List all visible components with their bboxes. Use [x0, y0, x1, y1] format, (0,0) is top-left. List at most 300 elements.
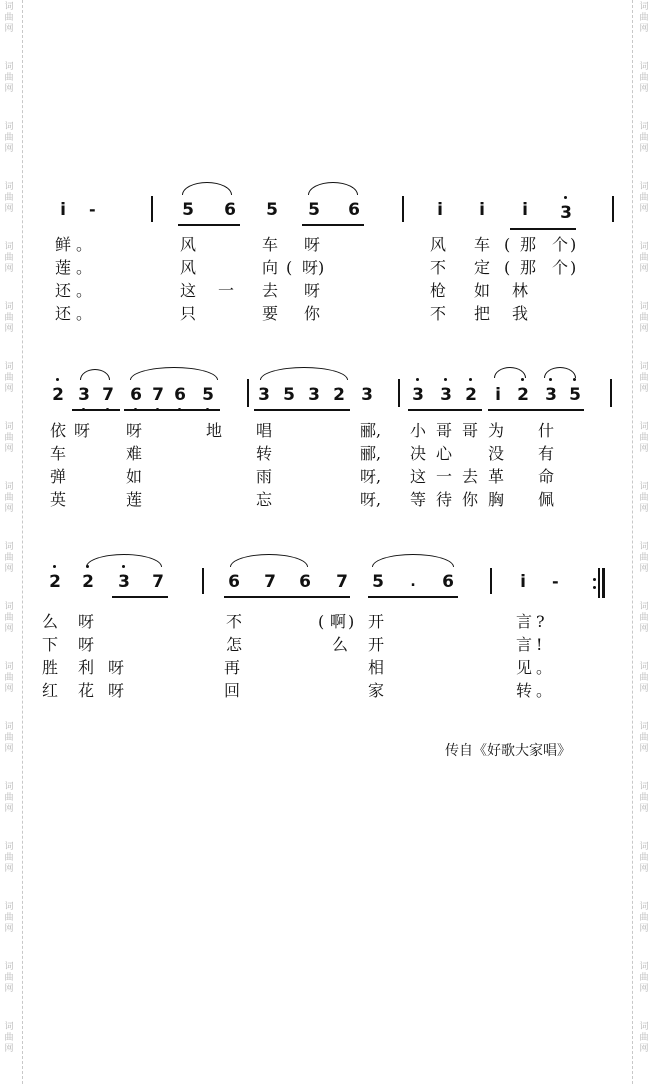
- lyric-char: 英: [50, 490, 67, 509]
- lyric-char: 见: [516, 658, 533, 677]
- watermark-char: 曲: [639, 193, 649, 203]
- lyric-char: 不: [430, 258, 447, 277]
- watermark-char: 网: [4, 24, 14, 34]
- lyric-char: 么: [332, 635, 349, 654]
- lyric-char: 去: [462, 467, 479, 486]
- barline: [610, 379, 612, 407]
- slur: [372, 554, 454, 567]
- barline: [202, 568, 204, 594]
- augmentation-dot: .: [410, 574, 416, 590]
- lyric-char: 要: [262, 304, 279, 323]
- note: 3: [258, 385, 270, 405]
- note: 6: [224, 200, 236, 220]
- watermark-char: 曲: [4, 733, 14, 743]
- lyric-char: 难: [126, 444, 143, 463]
- lyric-char: (: [504, 235, 511, 254]
- note: 6: [299, 572, 311, 592]
- beam: [178, 224, 240, 226]
- note: 7: [152, 572, 164, 592]
- watermark-char: 词: [639, 602, 649, 612]
- watermark-text: [638, 602, 650, 635]
- watermark-char: 曲: [639, 493, 649, 503]
- beam: [510, 228, 576, 230]
- lyric-char: 。: [76, 258, 93, 277]
- lyric-char: 那: [520, 258, 537, 277]
- watermark-char: 网: [4, 204, 14, 214]
- watermark-char: 网: [639, 1044, 649, 1054]
- watermark-char: 网: [4, 864, 14, 874]
- watermark-text: [638, 182, 650, 215]
- watermark-char: 曲: [639, 613, 649, 623]
- watermark-char: 网: [639, 144, 649, 154]
- watermark-char: 曲: [639, 553, 649, 563]
- watermark-char: 网: [4, 984, 14, 994]
- lyric-char: 个: [552, 235, 569, 254]
- lyric-char: 呀: [302, 258, 319, 277]
- lyric-char: 哥: [436, 421, 453, 440]
- note: 5: [266, 200, 278, 220]
- lyric-char: 。: [76, 304, 93, 323]
- lyric-char: ,: [376, 421, 382, 440]
- lyric-char: 雨: [256, 467, 273, 486]
- watermark-char: 网: [4, 504, 14, 514]
- watermark-char: 曲: [4, 133, 14, 143]
- watermark-char: 曲: [4, 13, 14, 23]
- lyric-char: 呀: [304, 281, 321, 300]
- lyric-char: 开: [368, 635, 385, 654]
- lyric-char: 你: [304, 304, 321, 323]
- repeat-dot: [593, 578, 596, 581]
- watermark-char: 网: [639, 24, 649, 34]
- dash: -: [89, 200, 96, 219]
- watermark-text: [3, 662, 15, 695]
- lyric-char: 转: [516, 681, 533, 700]
- watermark-char: 曲: [639, 253, 649, 263]
- watermark-text: [638, 242, 650, 275]
- watermark-char: 词: [639, 2, 649, 12]
- beam: [112, 596, 168, 598]
- lyric-char: ,: [376, 490, 382, 509]
- note-dotted: 6: [172, 385, 188, 405]
- watermark-char: 词: [639, 842, 649, 852]
- watermark-text: [3, 422, 15, 455]
- watermark-char: 词: [639, 302, 649, 312]
- watermark-char: 网: [639, 384, 649, 394]
- watermark-char: 曲: [4, 973, 14, 983]
- lyric-char: 心: [436, 444, 453, 463]
- note: i: [520, 572, 526, 592]
- note: 3: [308, 385, 320, 405]
- watermark-char: 词: [4, 62, 14, 72]
- lyric-char: 地: [206, 421, 223, 440]
- watermark-char: 网: [639, 804, 649, 814]
- watermark-text: [3, 602, 15, 635]
- note-dotted: 2: [50, 385, 66, 405]
- note-dotted: 5: [200, 385, 216, 405]
- watermark-char: 词: [4, 242, 14, 252]
- note: 2: [333, 385, 345, 405]
- watermark-char: 曲: [4, 673, 14, 683]
- lyric-char: (: [286, 258, 293, 277]
- lyric-char: 呀: [126, 421, 143, 440]
- lyric-char: 。: [76, 235, 93, 254]
- watermark-char: 词: [639, 722, 649, 732]
- watermark-text: [638, 302, 650, 335]
- watermark-text: [3, 362, 15, 395]
- lyric-char: 下: [42, 635, 59, 654]
- note-dotted: 3: [116, 572, 132, 592]
- lyric-char: 车: [50, 444, 67, 463]
- watermark-char: 网: [4, 804, 14, 814]
- watermark-char: 网: [4, 384, 14, 394]
- lyric-char: 没: [488, 444, 505, 463]
- lyric-char: 花: [78, 681, 95, 700]
- lyric-char: ?: [536, 612, 545, 631]
- lyric-char: 呀: [74, 421, 91, 440]
- lyric-char: 这: [180, 281, 197, 300]
- lyric-char: 呀: [78, 635, 95, 654]
- watermark-text: [638, 362, 650, 395]
- lyric-char: 有: [538, 444, 555, 463]
- lyric-char: ): [570, 235, 577, 254]
- lyric-char: 呀: [108, 658, 125, 677]
- lyric-char: 这: [410, 467, 427, 486]
- beam: [124, 409, 220, 411]
- lyric-char: 那: [520, 235, 537, 254]
- note: 6: [348, 200, 360, 220]
- watermark-char: 网: [639, 624, 649, 634]
- watermark-text: [3, 722, 15, 755]
- watermark-char: 词: [4, 722, 14, 732]
- watermark-char: 词: [639, 1022, 649, 1032]
- watermark-text: [638, 662, 650, 695]
- watermark-char: 网: [4, 924, 14, 934]
- note: 7: [264, 572, 276, 592]
- note-dotted: 6: [128, 385, 144, 405]
- watermark-char: 网: [4, 684, 14, 694]
- watermark-char: 网: [4, 84, 14, 94]
- note: i: [60, 200, 66, 220]
- lyric-char: 我: [512, 304, 529, 323]
- lyric-char: 定: [474, 258, 491, 277]
- watermark-text: [3, 962, 15, 995]
- watermark-char: 曲: [639, 13, 649, 23]
- lyric-char: 为: [488, 421, 505, 440]
- watermark-text: [3, 62, 15, 95]
- final-barline-thick: [602, 568, 605, 598]
- watermark-text: [3, 242, 15, 275]
- beam: [302, 224, 364, 226]
- left-page-border: [22, 0, 23, 1084]
- watermark-text: [3, 842, 15, 875]
- watermark-text: [638, 962, 650, 995]
- note: 5: [372, 572, 384, 592]
- barline: [247, 379, 249, 407]
- watermark-char: 曲: [4, 913, 14, 923]
- watermark-text: [638, 1022, 650, 1055]
- watermark-char: 曲: [639, 133, 649, 143]
- lyric-char: 呀: [360, 490, 377, 509]
- watermark-text: [3, 302, 15, 335]
- note-dotted: 2: [47, 572, 63, 592]
- watermark-char: 词: [639, 122, 649, 132]
- note: i: [495, 385, 501, 405]
- lyric-char: 回: [224, 681, 241, 700]
- note: 6: [228, 572, 240, 592]
- watermark-text: [638, 842, 650, 875]
- watermark-text: [638, 542, 650, 575]
- lyric-char: 革: [488, 467, 505, 486]
- lyric-char: 你: [462, 490, 479, 509]
- lyric-char: 哥: [462, 421, 479, 440]
- lyric-char: 利: [78, 658, 95, 677]
- watermark-char: 网: [4, 624, 14, 634]
- lyric-char: 不: [226, 612, 243, 631]
- watermark-char: 曲: [639, 853, 649, 863]
- watermark-text: [638, 122, 650, 155]
- watermark-char: 网: [639, 444, 649, 454]
- watermark-char: 词: [639, 182, 649, 192]
- watermark-char: 网: [639, 264, 649, 274]
- lyric-char: 枪: [430, 281, 447, 300]
- watermark-text: [638, 422, 650, 455]
- lyric-char: 。: [76, 281, 93, 300]
- watermark-char: 词: [639, 482, 649, 492]
- note: i: [437, 200, 443, 220]
- lyric-char: 把: [474, 304, 491, 323]
- watermark-char: 网: [639, 864, 649, 874]
- slur: [130, 367, 218, 380]
- watermark-char: 网: [639, 84, 649, 94]
- note-dotted: 5: [567, 385, 583, 405]
- lyric-char: 。: [536, 681, 553, 700]
- lyric-char: 呀: [360, 467, 377, 486]
- lyric-char: 开: [368, 612, 385, 631]
- lyric-char: 风: [180, 258, 197, 277]
- lyric-char: 唱: [256, 421, 273, 440]
- lyric-char: ,: [376, 444, 382, 463]
- watermark-char: 词: [4, 1022, 14, 1032]
- watermark-char: 曲: [639, 733, 649, 743]
- right-page-border: [632, 0, 633, 1084]
- lyric-char: 依: [50, 421, 67, 440]
- watermark-char: 词: [4, 182, 14, 192]
- lyric-char: 车: [262, 235, 279, 254]
- watermark-char: 网: [4, 324, 14, 334]
- watermark-char: 曲: [4, 1033, 14, 1043]
- watermark-text: [3, 542, 15, 575]
- beam: [488, 409, 584, 411]
- lyric-char: 红: [42, 681, 59, 700]
- watermark-char: 网: [639, 204, 649, 214]
- watermark-char: 曲: [639, 1033, 649, 1043]
- watermark-char: 网: [639, 564, 649, 574]
- lyric-char: 鲜: [55, 235, 72, 254]
- watermark-text: [3, 482, 15, 515]
- lyric-char: 家: [368, 681, 385, 700]
- lyric-char: (: [504, 258, 511, 277]
- lyric-char: 佩: [538, 490, 555, 509]
- lyric-char: 忘: [256, 490, 273, 509]
- watermark-text: [638, 2, 650, 35]
- lyric-char: 如: [474, 281, 491, 300]
- barline: [151, 196, 153, 222]
- slur: [182, 182, 232, 195]
- watermark-char: 词: [4, 842, 14, 852]
- lyric-char: 只: [180, 304, 197, 323]
- watermark-char: 网: [639, 924, 649, 934]
- watermark-text: [3, 122, 15, 155]
- slur: [230, 554, 308, 567]
- watermark-char: 网: [639, 504, 649, 514]
- watermark-char: 曲: [4, 613, 14, 623]
- lyric-char: 郦: [360, 444, 377, 463]
- watermark-char: 曲: [4, 493, 14, 503]
- slur: [494, 367, 526, 378]
- note-dotted: 3: [76, 385, 92, 405]
- watermark-text: [3, 2, 15, 35]
- lyric-char: 言: [516, 612, 533, 631]
- note-dotted: 3: [410, 385, 426, 405]
- watermark-char: 曲: [4, 853, 14, 863]
- lyric-char: 再: [224, 658, 241, 677]
- lyric-char: 去: [262, 281, 279, 300]
- lyric-char: 胸: [488, 490, 505, 509]
- watermark-text: [638, 62, 650, 95]
- lyric-char: 个: [552, 258, 569, 277]
- note-dotted: 3: [558, 203, 574, 223]
- lyric-char: 怎: [226, 635, 243, 654]
- watermark-char: 词: [639, 902, 649, 912]
- beam: [224, 596, 350, 598]
- watermark-char: 词: [639, 962, 649, 972]
- watermark-text: [3, 902, 15, 935]
- note-dotted: 7: [150, 385, 166, 405]
- watermark-char: 词: [639, 662, 649, 672]
- lyric-char: 风: [430, 235, 447, 254]
- watermark-char: 词: [4, 962, 14, 972]
- watermark-char: 曲: [4, 793, 14, 803]
- note-dotted: 2: [80, 572, 96, 592]
- watermark-char: 网: [4, 744, 14, 754]
- watermark-char: 词: [639, 782, 649, 792]
- barline: [612, 196, 614, 222]
- lyric-char: 胜: [42, 658, 59, 677]
- slur: [260, 367, 348, 380]
- lyric-char: 林: [512, 281, 529, 300]
- lyric-char: 一: [218, 281, 235, 300]
- lyric-char: ,: [376, 467, 382, 486]
- lyric-char: 呀: [304, 235, 321, 254]
- note-dotted: 3: [438, 385, 454, 405]
- watermark-char: 网: [4, 564, 14, 574]
- lyric-char: 命: [538, 467, 555, 486]
- watermark-char: 词: [4, 602, 14, 612]
- watermark-text: [638, 722, 650, 755]
- lyric-char: 向: [262, 258, 279, 277]
- lyric-char: 车: [474, 235, 491, 254]
- lyric-char: 呀: [78, 612, 95, 631]
- lyric-char: 相: [368, 658, 385, 677]
- beam: [254, 409, 350, 411]
- slur: [80, 369, 110, 380]
- lyric-char: 郦: [360, 421, 377, 440]
- watermark-char: 曲: [639, 973, 649, 983]
- beam: [72, 409, 120, 411]
- final-barline-thin: [598, 568, 600, 598]
- barline: [402, 196, 404, 222]
- lyric-char: 莲: [55, 258, 72, 277]
- note: 7: [336, 572, 348, 592]
- watermark-char: 网: [4, 1044, 14, 1054]
- watermark-char: 曲: [4, 373, 14, 383]
- watermark-char: 词: [639, 422, 649, 432]
- watermark-char: 词: [4, 542, 14, 552]
- lyric-char: 。: [536, 658, 553, 677]
- lyric-char: 弹: [50, 467, 67, 486]
- beam: [408, 409, 482, 411]
- watermark-char: 词: [4, 302, 14, 312]
- barline: [490, 568, 492, 594]
- slur: [308, 182, 358, 195]
- lyric-char: 小: [410, 421, 427, 440]
- lyric-char: 转: [256, 444, 273, 463]
- watermark-char: 曲: [4, 553, 14, 563]
- dash: -: [552, 572, 559, 591]
- lyric-char: 等: [410, 490, 427, 509]
- watermark-char: 曲: [639, 913, 649, 923]
- watermark-char: 词: [4, 782, 14, 792]
- lyric-char: (: [318, 612, 325, 631]
- watermark-char: 网: [4, 144, 14, 154]
- watermark-text: [638, 902, 650, 935]
- barline: [398, 379, 400, 407]
- note-dotted: 3: [543, 385, 559, 405]
- source-credit: 传自《好歌大家唱》: [445, 743, 571, 759]
- watermark-char: 网: [4, 264, 14, 274]
- watermark-char: 网: [639, 324, 649, 334]
- lyric-char: 如: [126, 467, 143, 486]
- watermark-char: 曲: [639, 433, 649, 443]
- watermark-char: 词: [4, 122, 14, 132]
- watermark-text: [3, 182, 15, 215]
- note: 5: [182, 200, 194, 220]
- lyric-char: 还: [55, 304, 72, 323]
- note: i: [522, 200, 528, 220]
- watermark-char: 曲: [639, 673, 649, 683]
- watermark-text: [3, 1022, 15, 1055]
- note: 5: [308, 200, 320, 220]
- note-dotted: 2: [463, 385, 479, 405]
- note: i: [479, 200, 485, 220]
- lyric-char: 么: [42, 612, 59, 631]
- lyric-char: 风: [180, 235, 197, 254]
- watermark-char: 曲: [639, 73, 649, 83]
- lyric-char: ): [318, 258, 325, 277]
- watermark-char: 词: [4, 362, 14, 372]
- watermark-char: 词: [4, 482, 14, 492]
- watermark-text: [638, 482, 650, 515]
- note: 6: [442, 572, 454, 592]
- watermark-char: 曲: [4, 433, 14, 443]
- watermark-char: 曲: [639, 793, 649, 803]
- watermark-char: 词: [639, 542, 649, 552]
- watermark-char: 词: [4, 662, 14, 672]
- lyric-char: !: [536, 635, 543, 654]
- watermark-char: 曲: [4, 193, 14, 203]
- watermark-text: [3, 782, 15, 815]
- lyric-char: 言: [516, 635, 533, 654]
